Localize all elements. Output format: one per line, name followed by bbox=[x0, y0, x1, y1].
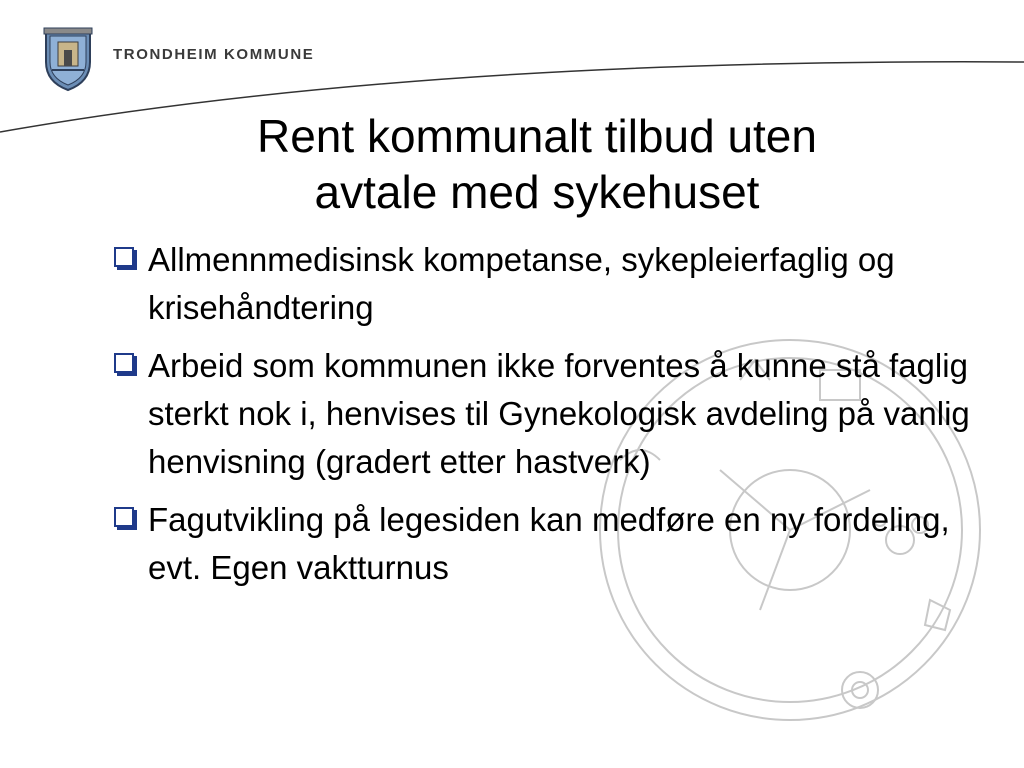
slide-title bbox=[150, 108, 924, 220]
slide-title-line-1: Rent kommunalt tilbud uten bbox=[257, 110, 817, 162]
bullet-list bbox=[112, 236, 972, 602]
checkbox-bullet-icon bbox=[114, 247, 134, 267]
list-item bbox=[112, 496, 972, 592]
bullet-text: Arbeid som kommunen ikke forventes å kunne stå faglig sterkt nok i, henvises til Gynekologisk avdeling på vanlig henvisning (gradert etter hastverk) bbox=[148, 347, 970, 480]
coat-of-arms-logo bbox=[40, 26, 96, 92]
slide-title-line-2: avtale med sykehuset bbox=[314, 166, 760, 218]
list-item bbox=[112, 342, 972, 486]
bullet-text: Allmennmedisinsk kompetanse, sykepleierfaglig og krisehåndtering bbox=[148, 241, 895, 326]
bullet-text: Fagutvikling på legesiden kan medføre en ny fordeling, evt. Egen vaktturnus bbox=[148, 501, 950, 586]
checkbox-bullet-icon bbox=[114, 507, 134, 527]
list-item bbox=[112, 236, 972, 332]
checkbox-bullet-icon bbox=[114, 353, 134, 373]
city-coat-of-arms-icon bbox=[40, 26, 96, 92]
organization-name: TRONDHEIM KOMMUNE bbox=[113, 46, 315, 63]
